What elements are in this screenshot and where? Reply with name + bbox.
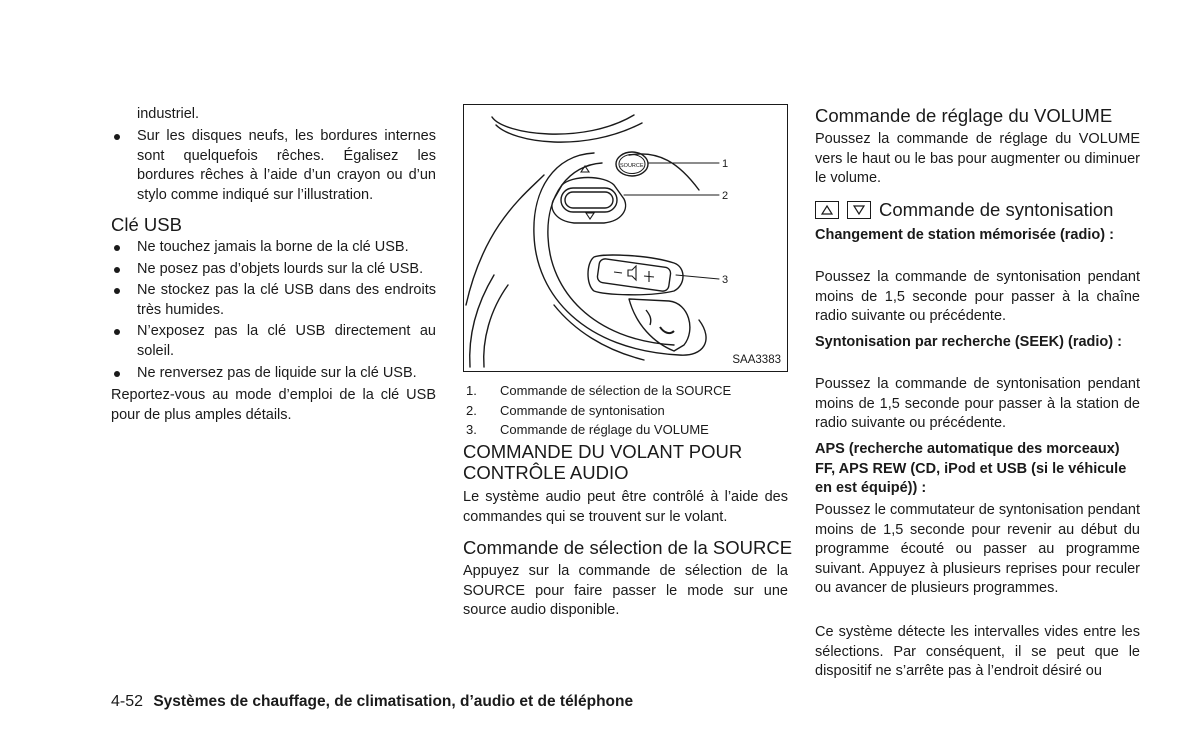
list-item: Ne touchez jamais la borne de la clé USB.	[111, 238, 436, 258]
callout-2: 2	[722, 190, 729, 202]
preset-text: Poussez la commande de syntonisation pendant moins de 1,5 seconde pour passer à la chaîne radio suivante ou précédente.	[815, 269, 1140, 325]
callout-3: 3	[722, 274, 729, 286]
list-item: 3. Commande de réglage du VOLUME	[466, 422, 709, 438]
volume-text: Poussez la commande de réglage du VOLUME vers le haut ou le bas pour augmenter ou diminuer le volume.	[815, 131, 1140, 187]
callout-1: 1	[722, 158, 729, 170]
page-footer	[111, 692, 633, 712]
source-text: Appuyez sur la commande de sélection de la SOURCE pour faire passer le mode sur une source audio disponible.	[463, 563, 788, 619]
list-item: Ne posez pas d’objets lourds sur la clé USB.	[111, 260, 436, 280]
preset-heading: Changement de station mémorisée (radio) :	[815, 227, 1114, 243]
tuning-icons	[815, 201, 871, 219]
footer-title: Systèmes de chauffage, de climatisation, d’audio et de téléphone	[153, 693, 634, 710]
bullet-icon	[114, 134, 120, 140]
figure-code: SAA3383	[732, 354, 781, 366]
section-title: COMMANDE DU VOLANT POUR CONTRÔLE AUDIO	[463, 441, 743, 483]
aps-heading: APS (recherche automatique des morceaux) FF, APS REW (CD, iPod et USB (si le véhicule en est équipé)) :	[815, 441, 1127, 497]
aps-text: Poussez le commutateur de syntonisation pendant moins de 1,5 seconde pour revenir au début du programme écouté ou passer au programme suivant. Appuyez à plusieurs reprises pour reculer ou avancer de plusieurs programmes.	[815, 502, 1140, 597]
list-item: 2. Commande de syntonisation	[466, 402, 665, 418]
seek-heading: Syntonisation par recherche (SEEK) (radio) :	[815, 334, 1122, 350]
source-button-label: SOURCE	[620, 163, 644, 169]
disc-bullets	[111, 127, 436, 205]
source-heading: Commande de sélection de la SOURCE	[463, 537, 793, 558]
usb-note: Reportez-vous au mode d’emploi de la clé USB pour de plus amples détails.	[111, 387, 436, 423]
usb-heading: Clé USB	[111, 214, 182, 235]
bullet-icon	[114, 288, 120, 294]
tuning-heading: Commande de syntonisation	[879, 199, 1114, 220]
list-item: Ne renversez pas de liquide sur la clé USB.	[111, 364, 436, 384]
page-number: 4-52	[111, 693, 144, 710]
list-item: Ne stockez pas la clé USB dans des endroits très humides.	[111, 281, 436, 320]
steering-wheel-figure	[463, 104, 788, 372]
bullet-icon	[114, 329, 120, 335]
intro-text: Le système audio peut être contrôlé à l’aide des commandes qui se trouvent sur le volant.	[463, 489, 788, 525]
steering-wheel-illustration	[464, 105, 786, 370]
tuning-heading-row	[815, 199, 1140, 221]
gap-text: Ce système détecte les intervalles vides entre les sélections. Par conséquent, il se peut que le dispositif ne s’arrête pas à l’endroit désiré ou	[815, 624, 1140, 680]
bullet-icon	[114, 371, 120, 377]
bullet-icon	[114, 267, 120, 273]
continuation-text: industriel.	[137, 106, 200, 122]
bullet-icon	[114, 245, 120, 251]
usb-bullets	[111, 238, 436, 383]
triangle-down-icon	[847, 201, 871, 219]
volume-heading: Commande de réglage du VOLUME	[815, 105, 1113, 126]
list-item: N’exposez pas la clé USB directement au soleil.	[111, 322, 436, 361]
figure-captions	[463, 381, 788, 440]
list-item: 1. Commande de sélection de la SOURCE	[466, 383, 732, 398]
seek-text: Poussez la commande de syntonisation pendant moins de 1,5 seconde pour passer à la station de radio suivante ou précédente.	[815, 376, 1140, 432]
triangle-up-icon	[815, 201, 839, 219]
list-item: Sur les disques neufs, les bordures internes sont quelquefois rêches. Égalisez les bordures rêches à l’aide d’un crayon ou d’un stylo comme indiqué sur l’illustration.	[111, 127, 436, 205]
